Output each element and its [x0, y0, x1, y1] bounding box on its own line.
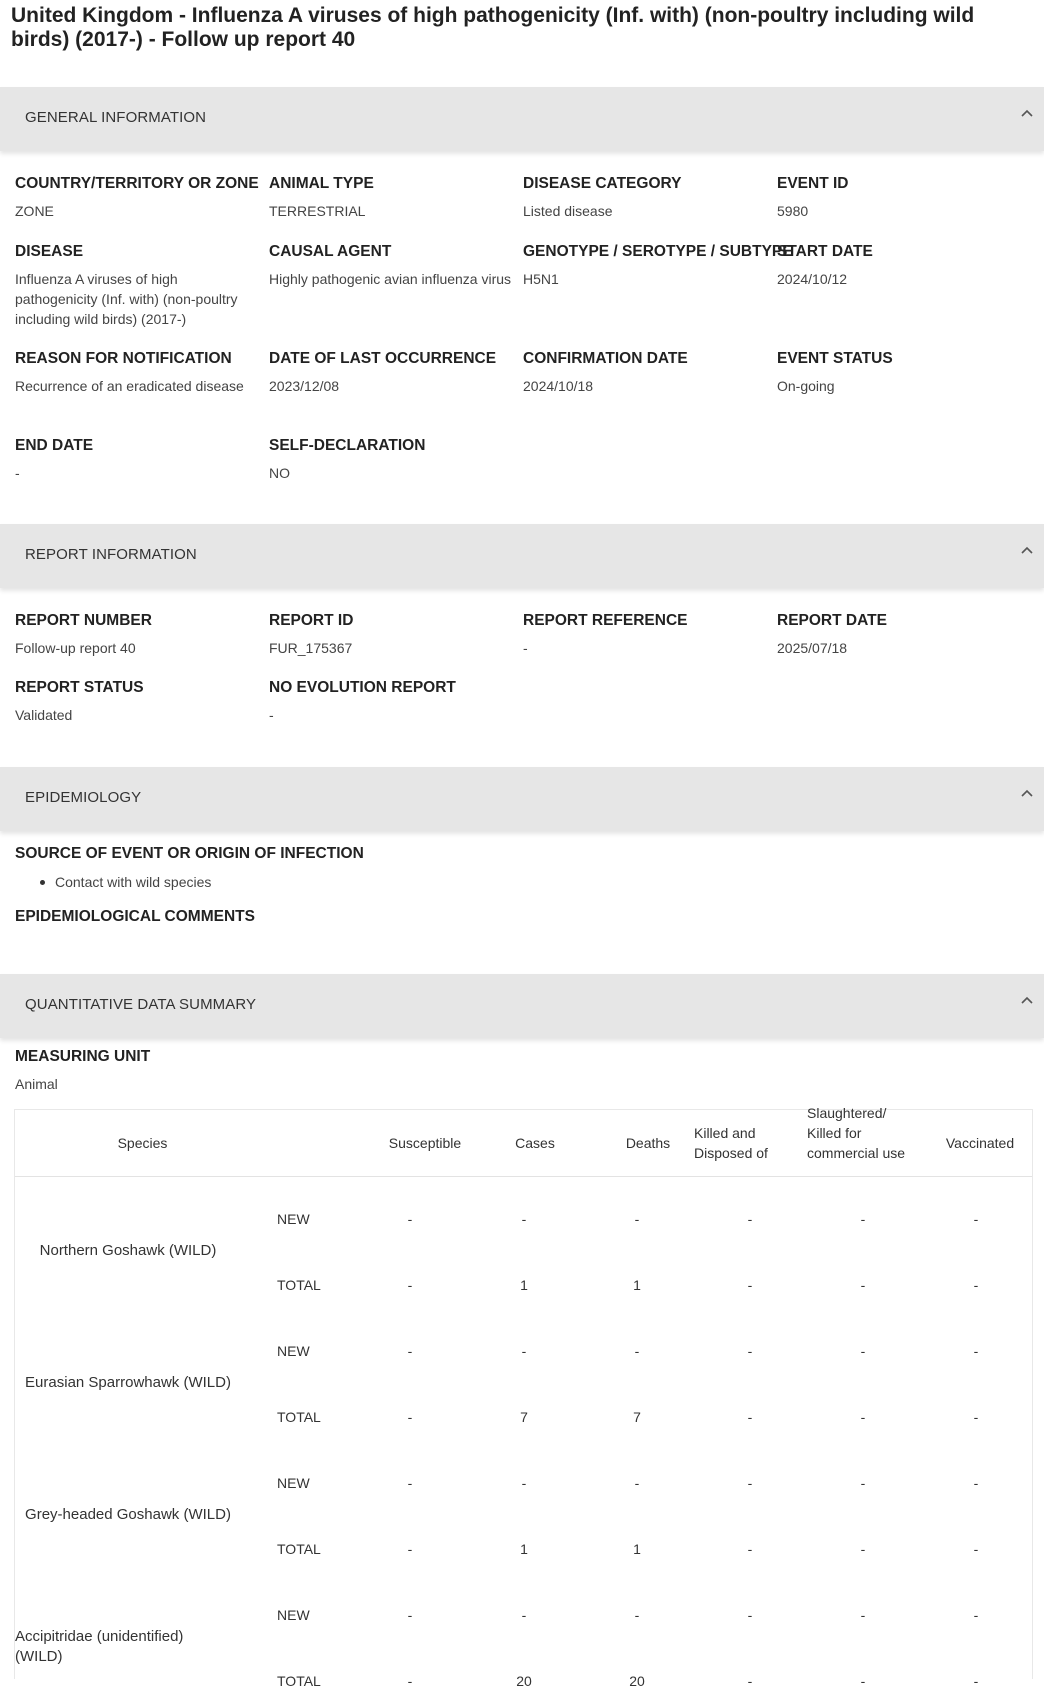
section-title: EPIDEMIOLOGY — [25, 789, 142, 806]
column-header-cases[interactable]: Cases — [515, 1135, 555, 1151]
field-value: Follow-up report 40 — [15, 640, 136, 656]
table-cell: - — [634, 1607, 640, 1623]
table-cell: - — [634, 1343, 640, 1359]
field-label: ANIMAL TYPE — [269, 175, 374, 192]
table-cell: - — [407, 1211, 413, 1227]
field-label: DATE OF LAST OCCURRENCE — [269, 350, 497, 367]
field-report-number — [15, 611, 265, 658]
row-label-total: TOTAL — [277, 1409, 321, 1425]
table-cell: - — [860, 1607, 866, 1623]
table-cell: 1 — [633, 1277, 641, 1293]
field-value: Validated — [15, 707, 73, 723]
table-cell: 1 — [520, 1277, 528, 1293]
section-header-general-information[interactable] — [0, 87, 1044, 151]
section-header-quantitative-data-summary[interactable] — [0, 974, 1044, 1038]
table-cell: - — [973, 1343, 979, 1359]
field-value: 2024/10/18 — [523, 378, 594, 394]
table-cell: 20 — [516, 1673, 532, 1689]
field-disease-category — [523, 174, 773, 221]
row-label-new: NEW — [277, 1607, 310, 1623]
field-report-reference — [523, 611, 773, 658]
field-no-evolution-report — [269, 678, 519, 725]
field-disease — [15, 242, 260, 329]
section-header-report-information[interactable] — [0, 524, 1044, 588]
column-header-vaccinated[interactable]: Vaccinated — [945, 1135, 1015, 1151]
field-event-id — [777, 174, 1027, 221]
chevron-up-icon[interactable] — [1020, 994, 1034, 1008]
table-cell: - — [407, 1673, 413, 1689]
field-label: CAUSAL AGENT — [269, 243, 392, 260]
table-cell: - — [860, 1541, 866, 1557]
field-country — [15, 174, 265, 221]
field-value: 5980 — [777, 203, 809, 219]
table-cell: - — [747, 1607, 753, 1623]
species-name: Eurasian Sparrowhawk (WILD) — [25, 1374, 231, 1391]
field-label: END DATE — [15, 437, 94, 454]
table-cell: - — [860, 1343, 866, 1359]
field-source-of-event — [15, 844, 515, 864]
table-cell: - — [747, 1211, 753, 1227]
field-value: Animal — [15, 1076, 58, 1092]
row-label-total: TOTAL — [277, 1277, 321, 1293]
field-end-date — [15, 436, 265, 483]
table-cell: 7 — [633, 1409, 641, 1425]
table-cell: - — [973, 1409, 979, 1425]
table-cell: - — [634, 1211, 640, 1227]
table-cell: - — [973, 1475, 979, 1491]
field-value: NO — [269, 465, 290, 481]
field-reason — [15, 349, 245, 396]
field-label: SELF-DECLARATION — [269, 437, 426, 454]
page-title: United Kingdom - Influenza A viruses of high pathogenicity (Inf. with) (non-poultry including wild birds) (2017-) - Follow up report 40 — [11, 4, 975, 51]
section-title: REPORT INFORMATION — [25, 546, 197, 563]
table-cell: - — [747, 1277, 753, 1293]
table-cell: - — [521, 1211, 527, 1227]
field-label: SOURCE OF EVENT OR ORIGIN OF INFECTION — [15, 845, 364, 862]
table-cell: - — [407, 1409, 413, 1425]
column-header-susceptible[interactable]: Susceptible — [388, 1135, 462, 1151]
field-value: ZONE — [15, 203, 54, 219]
field-label: START DATE — [777, 243, 873, 260]
table-cell: - — [973, 1541, 979, 1557]
table-cell: - — [860, 1277, 866, 1293]
table-cell: - — [860, 1475, 866, 1491]
table-cell: - — [407, 1277, 413, 1293]
table-cell: - — [634, 1475, 640, 1491]
table-cell: - — [973, 1607, 979, 1623]
field-report-date — [777, 611, 1027, 658]
table-cell: - — [747, 1673, 753, 1689]
species-name: Northern Goshawk (WILD) — [39, 1242, 217, 1259]
field-value: - — [269, 707, 274, 723]
field-label: GENOTYPE / SEROTYPE / SUBTYPE — [523, 243, 793, 260]
field-label: REPORT ID — [269, 612, 354, 629]
field-value: - — [15, 465, 20, 481]
table-cell: - — [521, 1475, 527, 1491]
table-cell: 20 — [629, 1673, 645, 1689]
table-cell: - — [973, 1277, 979, 1293]
table-cell: - — [860, 1211, 866, 1227]
field-label: REPORT REFERENCE — [523, 612, 688, 629]
column-header-slaughtered[interactable] — [807, 1105, 912, 1177]
field-last-occurrence — [269, 349, 519, 396]
field-report-id — [269, 611, 519, 658]
table-cell: - — [860, 1409, 866, 1425]
field-value: - — [523, 640, 528, 656]
field-start-date — [777, 242, 1027, 289]
field-label: EPIDEMIOLOGICAL COMMENTS — [15, 908, 255, 925]
quantitative-data-table — [14, 1105, 1033, 1689]
field-value: On-going — [777, 378, 835, 394]
table-cell: - — [973, 1211, 979, 1227]
column-header-killed-disposed[interactable]: Killed and Disposed of — [694, 1125, 768, 1161]
table-cell: - — [407, 1607, 413, 1623]
table-cell: - — [747, 1409, 753, 1425]
table-cell: - — [407, 1541, 413, 1557]
field-value: H5N1 — [523, 271, 559, 287]
field-event-status — [777, 349, 1027, 396]
table-cell: - — [521, 1607, 527, 1623]
field-label: REASON FOR NOTIFICATION — [15, 350, 232, 367]
field-label: EVENT ID — [777, 175, 849, 192]
column-header-slaughtered-label: Slaughtered/ Killed for commercial use — [807, 1105, 906, 1161]
field-animal-type — [269, 174, 519, 221]
field-label: NO EVOLUTION REPORT — [269, 679, 456, 696]
field-value: 2024/10/12 — [777, 271, 848, 287]
field-label: EVENT STATUS — [777, 350, 893, 367]
field-label: DISEASE — [15, 243, 84, 260]
field-value: Listed disease — [523, 203, 613, 219]
field-label: REPORT NUMBER — [15, 612, 152, 629]
field-value: TERRESTRIAL — [269, 203, 366, 219]
table-cell: 7 — [520, 1409, 528, 1425]
field-epidemiological-comments — [15, 907, 515, 927]
field-label: COUNTRY/TERRITORY OR ZONE — [15, 175, 259, 192]
table-cell: - — [407, 1343, 413, 1359]
field-confirmation-date — [523, 349, 773, 396]
species-name: Grey-headed Goshawk (WILD) — [25, 1506, 231, 1523]
row-label-new: NEW — [277, 1343, 310, 1359]
field-causal-agent — [269, 242, 514, 289]
table-cell: - — [747, 1475, 753, 1491]
field-measuring-unit — [15, 1047, 265, 1094]
field-value: Highly pathogenic avian influenza virus — [269, 271, 512, 287]
table-cell: - — [747, 1541, 753, 1557]
table-cell: - — [407, 1475, 413, 1491]
field-value: FUR_175367 — [269, 640, 353, 656]
table-cell: - — [973, 1673, 979, 1689]
field-label: REPORT STATUS — [15, 679, 144, 696]
row-label-total: TOTAL — [277, 1673, 321, 1689]
field-genotype — [523, 242, 793, 289]
field-value: Recurrence of an eradicated disease — [15, 378, 244, 394]
table-header-row — [15, 1105, 1032, 1177]
table-cell: - — [521, 1343, 527, 1359]
column-header-deaths[interactable]: Deaths — [625, 1135, 671, 1151]
table-cell: - — [860, 1673, 866, 1689]
section-title: GENERAL INFORMATION — [25, 109, 207, 126]
row-label-new: NEW — [277, 1211, 310, 1227]
field-value: 2025/07/18 — [777, 640, 848, 656]
section-title: QUANTITATIVE DATA SUMMARY — [25, 996, 257, 1013]
field-value: 2023/12/08 — [269, 378, 340, 394]
row-label-total: TOTAL — [277, 1541, 321, 1557]
field-label: MEASURING UNIT — [15, 1048, 151, 1065]
field-self-declaration — [269, 436, 519, 483]
field-label: CONFIRMATION DATE — [523, 350, 688, 367]
row-label-new: NEW — [277, 1475, 310, 1491]
field-report-status — [15, 678, 265, 725]
field-label: REPORT DATE — [777, 612, 887, 629]
species-name: Accipitridae (unidentified) (WILD) — [15, 1628, 184, 1665]
table-cell: 1 — [520, 1541, 528, 1557]
chevron-up-icon[interactable] — [1020, 787, 1034, 801]
column-header-species[interactable]: Species — [117, 1135, 168, 1151]
table-cell: 1 — [633, 1541, 641, 1557]
chevron-up-icon[interactable] — [1020, 107, 1034, 121]
section-header-epidemiology[interactable] — [0, 767, 1044, 831]
source-list — [40, 872, 211, 892]
field-value: Influenza A viruses of high pathogenicity (Inf. with) (non-poultry including wild birds) (2017-) — [15, 271, 238, 327]
field-label: DISEASE CATEGORY — [523, 175, 682, 192]
table-cell: - — [747, 1343, 753, 1359]
list-item: Contact with wild species — [40, 872, 211, 892]
chevron-up-icon[interactable] — [1020, 544, 1034, 558]
